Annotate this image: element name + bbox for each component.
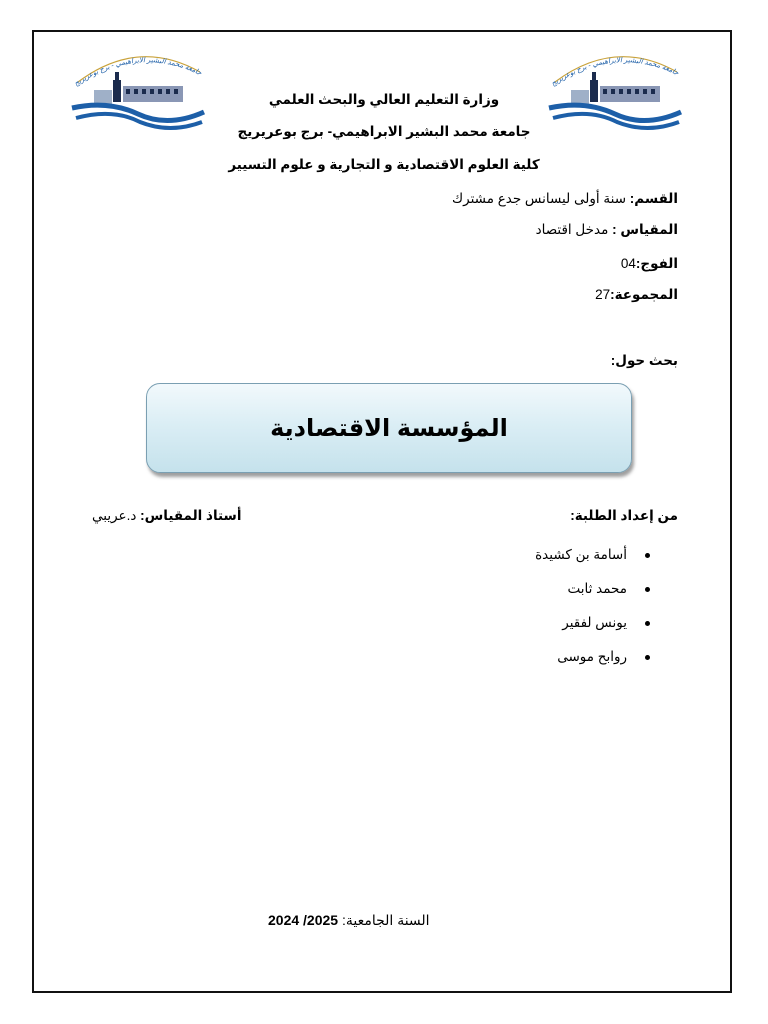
student-name: أسامة بن كشيدة (535, 547, 627, 562)
module-line (536, 222, 678, 238)
research-label: بحث حول: (610, 353, 678, 368)
section-line (595, 287, 678, 303)
list-item (535, 606, 650, 640)
professor-line (92, 508, 241, 524)
group-line (621, 256, 678, 272)
department-label: القسم: (629, 191, 678, 206)
department-value: سنة أولى ليسانس جدع مشترك (452, 191, 626, 206)
svg-text:جامعة محمد البشير الابراهيمي -: جامعة محمد البشير الابراهيمي - برج بوعريريج (73, 57, 203, 88)
bullet-icon (645, 553, 650, 558)
professor-label: أستاذ المقياس: (140, 508, 242, 523)
group-value: 04 (620, 256, 636, 271)
bullet-icon (645, 655, 650, 660)
list-item (535, 572, 650, 606)
module-value: مدخل اقتصاد (535, 222, 609, 237)
bullet-icon (645, 587, 650, 592)
ministry-heading: وزارة التعليم العالي والبحث العلمي (268, 92, 500, 107)
professor-value: د.عريبي (92, 508, 137, 523)
research-title: المؤسسة الاقتصادية (270, 414, 508, 442)
students-list (535, 538, 650, 674)
list-item (535, 640, 650, 674)
bullet-icon (645, 621, 650, 626)
faculty-heading: كلية العلوم الاقتصادية و التجارية و علوم التسيير (228, 157, 540, 172)
student-name: روابح موسى (557, 649, 627, 664)
list-item (535, 538, 650, 572)
student-name: محمد ثابت (567, 581, 627, 596)
university-heading: جامعة محمد البشير الابراهيمي- برج بوعريريج (237, 124, 531, 139)
university-logo-right (545, 42, 685, 132)
title-box (146, 383, 632, 473)
prepared-by-label: من إعداد الطلبة: (570, 508, 678, 523)
student-name: يونس لفقير (562, 615, 627, 630)
department-line (452, 191, 678, 207)
academic-year-label: السنة الجامعية: (341, 912, 430, 928)
academic-year-line (268, 912, 430, 929)
section-label: المجموعة: (610, 287, 678, 302)
university-logo-left (68, 42, 208, 132)
section-value: 27 (595, 287, 611, 302)
svg-text:جامعة محمد البشير الابراهيمي -: جامعة محمد البشير الابراهيمي - برج بوعريريج (550, 57, 680, 88)
academic-year-value: 2024 /2025 (268, 912, 339, 928)
group-label: الفوج: (635, 256, 678, 271)
module-label: المقياس : (612, 222, 678, 237)
